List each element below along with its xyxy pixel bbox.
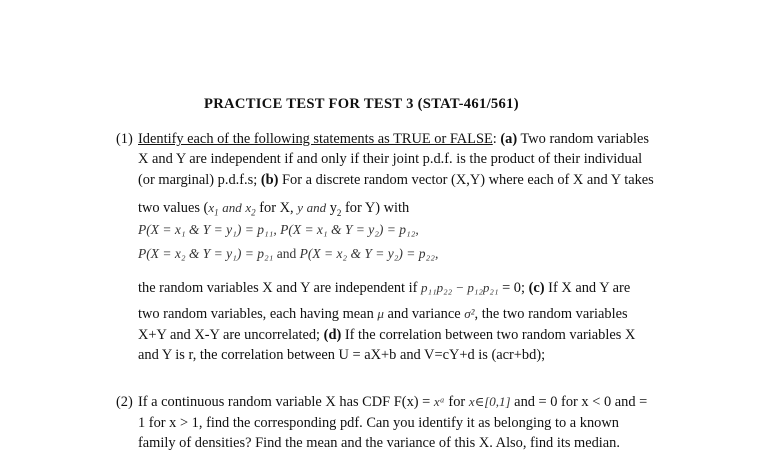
and-word-2: and: [306, 200, 327, 215]
part-a-text: Two random variables: [517, 131, 649, 147]
two-rv-text: , the two random variables: [474, 306, 628, 322]
question-1-line-8: and Y is r, the correlation between U = aX+b and V=cY+d is (acr+bd);: [138, 347, 546, 363]
question-1-line-7: [138, 326, 635, 344]
equation-and: and: [273, 246, 300, 261]
question-1-number: (1): [116, 131, 133, 147]
for-y-text: for Y) with: [341, 200, 410, 216]
independence-expression: p₁₁p₂₂ − p₁₂p₂₁: [421, 280, 499, 295]
page-title: PRACTICE TEST FOR TEST 3 (STAT-461/561): [204, 96, 519, 112]
x1-symbol: $x_1$: [208, 200, 219, 218]
for-x-text: for X,: [255, 200, 298, 216]
equation-p21: P(X = x₂ & Y = y₁) = p₂₁: [138, 246, 274, 261]
question-1-line-5: [138, 279, 630, 297]
sigma-squared-symbol: σ²: [464, 306, 475, 321]
question-2-line-1: [138, 393, 647, 411]
equation-line-1: P(X = x₁ & Y = y₁) = p₁₁, P(X = x₁ & Y = y₂) = p₁₂,: [138, 222, 419, 237]
colon: :: [492, 131, 497, 147]
part-c-label: (c): [528, 280, 545, 296]
part-d-label: (d): [323, 327, 342, 343]
part-a-end: (or marginal) p.d.f.s;: [138, 172, 261, 188]
cdf-rest-text: and = 0 for x < 0 and =: [510, 394, 648, 410]
y2-symbol: $y_2$: [329, 200, 342, 218]
part-b-label: (b): [260, 172, 279, 188]
equals-zero: = 0;: [498, 280, 529, 296]
part-b-text: For a discrete random vector (X,Y) where each of X and Y takes: [278, 172, 654, 188]
question-2-line-2: 1 for x > 1, find the corresponding pdf. Can you identify it as belonging to a known: [138, 415, 619, 431]
question-2-number: (2): [116, 394, 133, 410]
equation-line-2: [138, 245, 438, 263]
x2-symbol: $x_2$: [245, 200, 256, 218]
and-word: and: [222, 200, 242, 215]
range-expression: x∈[0,1]: [468, 394, 511, 409]
independence-text: the random variables X and Y are independent if: [138, 280, 422, 296]
variance-text: and variance: [383, 306, 465, 322]
for-text: for: [444, 394, 469, 410]
equation-comma: ,: [434, 246, 439, 261]
mean-text: two random variables, each having mean: [138, 306, 378, 322]
part-d-text: If the correlation between two random variables X: [341, 327, 636, 343]
question-1-line-6: [138, 305, 628, 323]
y1-symbol: y: [297, 200, 303, 215]
question-2-line-3: family of densities? Find the mean and the variance of this X. Also, find its median.: [138, 435, 620, 451]
mu-symbol: μ: [377, 306, 384, 321]
cdf-text: If a continuous random variable X has CDF F(x) =: [138, 394, 434, 410]
question-1-line-4: [138, 199, 409, 222]
part-c-text: If X and Y are: [544, 280, 631, 296]
uncorrelated-text: X+Y and X-Y are uncorrelated;: [138, 327, 324, 343]
question-1-instruction: Identify each of the following statements as TRUE or FALSE: [138, 131, 493, 147]
question-1-line-2: X and Y are independent if and only if their joint p.d.f. is the product of their individual: [138, 151, 643, 167]
question-1-line-1: [138, 130, 649, 148]
question-1-line-3: [138, 171, 654, 189]
part-a-label: (a): [500, 131, 518, 147]
equation-p22: P(X = x₂ & Y = y₂) = p₂₂: [299, 246, 435, 261]
x-power-a: xᵃ: [433, 394, 445, 409]
two-values-text: two values (: [138, 200, 209, 216]
